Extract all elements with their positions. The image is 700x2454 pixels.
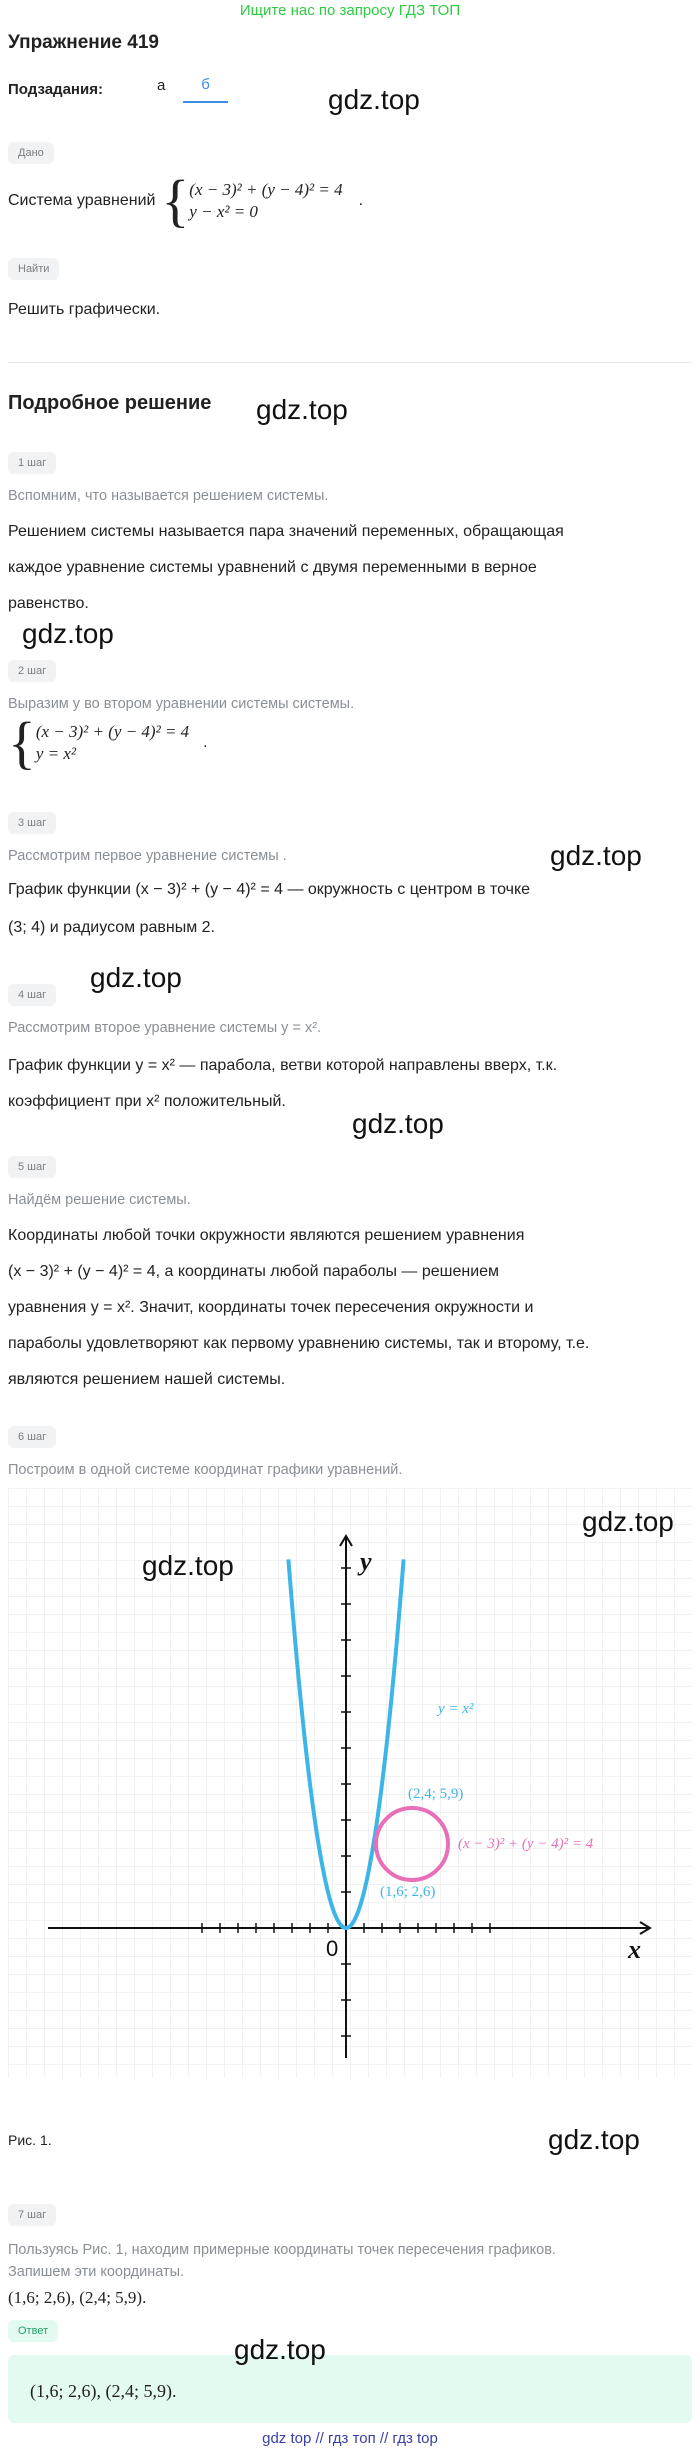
step5-hint: Найдём решение системы. (8, 1192, 191, 1208)
step4-line1: График функции y = x² — парабола, ветви которой направлены вверх, т.к. (8, 1057, 558, 1074)
step1-line2: каждое уравнение системы уравнений с двумя переменными в верное (8, 559, 537, 576)
given-section (8, 142, 692, 164)
step2-suffix: . (203, 734, 208, 751)
step2-eq2: y = x² (35, 744, 77, 763)
step3-line1: График функции (x − 3)² + (y − 4)² = 4 — окружность с центром в точке (8, 881, 531, 898)
find-chip: Найти (8, 258, 59, 280)
step3-chip: 3 шаг (8, 812, 56, 834)
tab-a[interactable]: а (156, 77, 166, 94)
given-prefix: Система уравнений (8, 192, 156, 209)
step3-line2: (3; 4) и радиусом равным 2. (8, 919, 216, 936)
step2-hint: Выразим y во втором уравнении системы системы. (8, 696, 355, 712)
graph (8, 1488, 692, 2078)
answer-box (8, 2355, 692, 2423)
axis-x-label: x (628, 1935, 641, 1964)
brace-icon: { (161, 168, 190, 233)
answer-chip: Ответ (8, 2320, 58, 2342)
given-eq2: y − x² = 0 (189, 202, 258, 221)
answer-text: (1,6; 2,6), (2,4; 5,9). (30, 2381, 177, 2401)
step6-chip: 6 шаг (8, 1426, 56, 1448)
step5-chip: 5 шаг (8, 1156, 56, 1178)
step4-chip: 4 шаг (8, 984, 56, 1006)
watermark: gdz.top (22, 618, 114, 649)
top-banner[interactable]: Ищите нас по запросу ГДЗ ТОП (239, 2, 461, 19)
point2-label: (2,4; 5,9) (408, 1786, 464, 1802)
step7-hint2: Запишем эти координаты. (8, 2264, 185, 2280)
step5-line3: уравнения y = x². Значит, координаты точек пересечения окружности и (8, 1299, 534, 1316)
tab-b[interactable]: б (183, 76, 228, 103)
circle-label: (x − 3)² + (y − 4)² = 4 (458, 1836, 594, 1852)
step2-chip: 2 шаг (8, 660, 56, 682)
divider (8, 362, 692, 363)
step5-line5: являются решением нашей системы. (8, 1371, 286, 1388)
step2-system (8, 710, 692, 775)
parabola-label: y = x² (438, 1701, 474, 1717)
find-section (8, 258, 692, 280)
grid-background (8, 1488, 692, 2078)
watermark: gdz.top (328, 84, 420, 115)
step1-line3: равенство. (8, 595, 89, 612)
find-text: Решить графически. (8, 301, 161, 318)
step1-hint: Вспомним, что называется решением системы. (8, 488, 329, 504)
step3-hint: Рассмотрим первое уравнение системы . (8, 848, 287, 864)
subtasks-label: Подзадания: (8, 81, 103, 98)
footer-links[interactable]: gdz top // гдз топ // гдз top (262, 2430, 438, 2447)
given-system (8, 168, 692, 233)
given-equations (189, 179, 342, 223)
watermark: gdz.top (256, 394, 348, 425)
watermark: gdz.top (352, 1108, 444, 1139)
watermark: gdz.top (548, 2124, 640, 2155)
step1-chip: 1 шаг (8, 452, 56, 474)
watermark: gdz.top (90, 962, 182, 993)
origin-label: 0 (326, 1936, 339, 1961)
step7-result: (1,6; 2,6), (2,4; 5,9). (8, 2288, 147, 2307)
step4-line2: коэффициент при x² положительный. (8, 1093, 286, 1110)
step1-line1: Решением системы называется пара значений переменных, обращающая (8, 523, 564, 540)
step5-line1: Координаты любой точки окружности являются решением уравнения (8, 1227, 525, 1244)
step4-hint: Рассмотрим второе уравнение системы y = x². (8, 1020, 322, 1036)
figure-caption: Рис. 1. (8, 2132, 52, 2148)
given-eq1: (x − 3)² + (y − 4)² = 4 (189, 180, 343, 199)
step2-equations (36, 721, 189, 765)
solution-title: Подробное решение (8, 392, 212, 414)
step7-hint: Пользуясь Рис. 1, находим примерные координаты точек пересечения графиков. (8, 2242, 556, 2258)
watermark: gdz.top (550, 840, 642, 871)
given-chip: Дано (8, 142, 54, 164)
step6-hint: Построим в одной системе координат графики уравнений. (8, 1462, 403, 1478)
step2-eq1: (x − 3)² + (y − 4)² = 4 (35, 722, 190, 741)
page-title: Упражнение 419 (8, 32, 159, 53)
given-suffix: . (358, 192, 364, 209)
watermark: gdz.top (582, 1506, 674, 1537)
watermark: gdz.top (142, 1550, 234, 1581)
step7-chip: 7 шаг (8, 2204, 56, 2226)
step5-line2: (x − 3)² + (y − 4)² = 4, а координаты любой параболы — решением (8, 1263, 500, 1280)
step5-line4: параболы удовлетворяют как первому уравнению системы, так и второму, т.е. (8, 1335, 590, 1352)
point1-label: (1,6; 2,6) (380, 1884, 436, 1900)
brace-icon: { (8, 710, 36, 775)
watermark: gdz.top (234, 2334, 326, 2365)
axis-y-label: y (360, 1547, 372, 1576)
